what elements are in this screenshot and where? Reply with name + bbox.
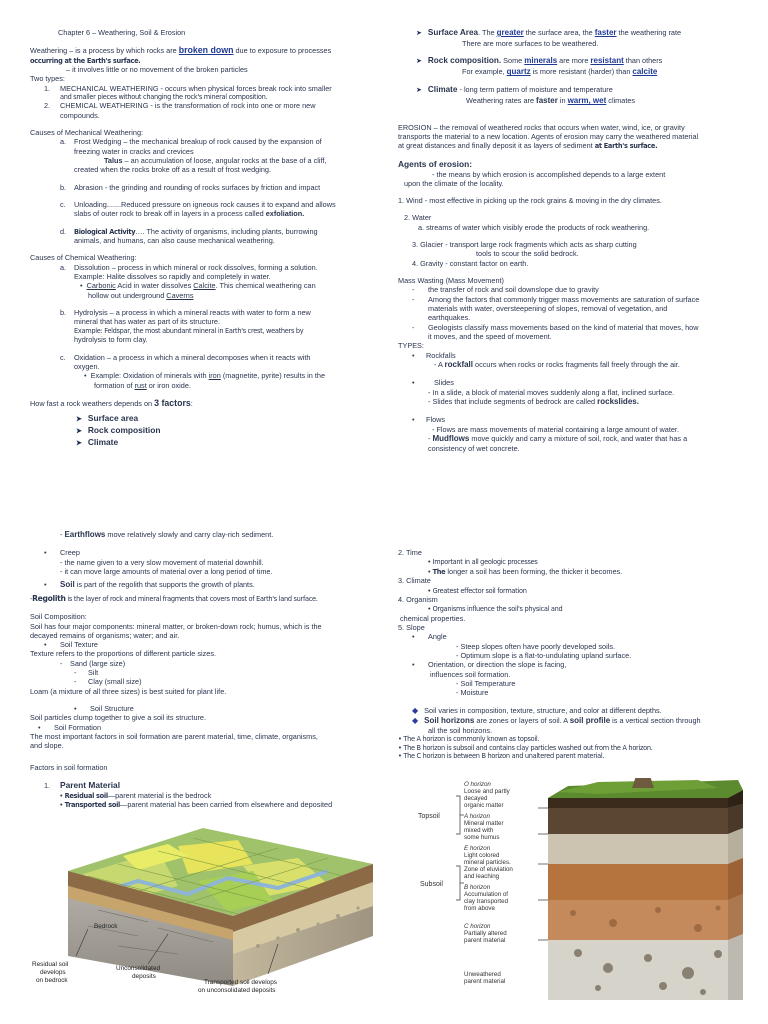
factors-heading: Factors in soil formation bbox=[30, 762, 108, 772]
soil-definition: • Soil is part of the regolith that supports the growth of plants. bbox=[44, 580, 255, 590]
factor-slope: 5. Slope bbox=[398, 623, 425, 633]
list-item: a. Frost Wedging – the mechanical breakup of rock caused by the expansion of bbox=[60, 137, 322, 147]
label-residual-1: Residual soil bbox=[32, 961, 69, 968]
label-bedrock: Bedrock bbox=[94, 923, 118, 930]
soil-composition-heading: Soil Composition: bbox=[30, 612, 87, 622]
svg-text:Accumulation of: Accumulation of bbox=[464, 891, 509, 898]
svg-text:Loose and partly: Loose and partly bbox=[464, 788, 510, 795]
label-residual-3: on bedrock bbox=[36, 977, 68, 984]
label-transported-1: Transported soil develops bbox=[204, 979, 277, 986]
list-item: 1. MECHANICAL WEATHERING - occurs when physical forces break rock into smaller bbox=[44, 83, 332, 93]
soil-horizons-item: ◆ Soil horizons are zones or layers of soil. A soil profile is a vertical section through bbox=[398, 716, 748, 726]
list-item: d. Biological Activity…. The activity of organisms, including plants, burrowing bbox=[60, 226, 318, 236]
factors-intro: How fast a rock weathers depends on 3 factors: bbox=[30, 397, 193, 408]
rock-composition-item: ➤ Rock composition. Some minerals are more resistant than others bbox=[398, 56, 748, 67]
b-horizon-title: B horizon bbox=[464, 884, 491, 891]
agent-wind: 1. Wind - most effective in picking up the rock grains & moving in the dry climates. bbox=[398, 196, 662, 206]
label-transported-2: on unconsolidated deposits bbox=[198, 987, 276, 994]
creep-item: • Creep bbox=[44, 548, 80, 558]
list-item: b. Abrasion - the grinding and rounding of rocks surfaces by friction and impact bbox=[60, 182, 321, 192]
svg-text:organic matter: organic matter bbox=[464, 802, 504, 809]
soil-varies-item: ◆ Soil varies in composition, texture, structure, and color at different depths. bbox=[398, 706, 748, 716]
climate-item: ➤ Climate - long term pattern of moisture and temperature bbox=[398, 85, 748, 96]
soil-profile-diagram bbox=[398, 778, 748, 1004]
svg-text:Zone of eluviation: Zone of eluviation bbox=[464, 866, 513, 873]
label-topsoil: Topsoil bbox=[418, 813, 440, 820]
unweathered-label: Unweathered bbox=[464, 971, 501, 978]
o-horizon-title: O horizon bbox=[464, 781, 491, 788]
label-unconsolidated-2: deposits bbox=[132, 973, 156, 980]
svg-text:mixed with: mixed with bbox=[464, 827, 494, 834]
list-item: 2. CHEMICAL WEATHERING - is the transformation of rock into one or more new bbox=[44, 101, 316, 111]
list-item: b. Hydrolysis – a process in which a mineral reacts with water to form a new bbox=[60, 308, 311, 318]
svg-text:parent material: parent material bbox=[464, 978, 506, 985]
list-item: a. Dissolution – process in which mineral or rock dissolves, forming a solution. bbox=[60, 262, 318, 272]
agent-gravity: 4. Gravity - constant factor on earth. bbox=[412, 258, 529, 268]
svg-text:and leaching: and leaching bbox=[464, 873, 500, 880]
earthflows-item: - Earthflows move relatively slowly and carry clay-rich sediment. bbox=[60, 530, 274, 539]
quadrant-bottom-right: 2. Time • Important in all geologic processes • The longer a soil has been forming, the thicker it becomes. 3. Climate • Greatest effector soil formation 4. Organism • Organisms influence the soil's physical and chemical properties. 5. Slope • Angle - Steep slopes often have poorly developed soils. - Optimum slope is a flat-to-undulating upland surface. • Orientation, or direction the slope is facing, influences soil formation. - Soil Temperature - Moisture ◆ Soil varies in composition, texture, structure, and color at different depths. ◆ Soil horizons are zones or layers of soil. A soil profile is a vertical section through all the soil horizons. • The A horizon is commonly known as topsoil. • The B horizon is subsoil and contains clay particles washed out from the A horizon. • The C horizon is between B horizon and unaltered parent material. bbox=[398, 548, 748, 761]
quadrant-bottom-left: - Earthflows move relatively slowly and carry clay-rich sediment. • Creep - the name given to a very slow movement of material downhill. - it can move large amounts of material over a long period of time. • Soil is part of the regolith that supports the growth of plants. -Regolith is the layer of rock and mineral fragments that covers most of Earth's land surface. Soil Composition: Soil has four major components: mineral matter, or broken-down rock; humus, which is the decayed remains of organisms; water; and air. • Soil Texture Texture refers to the proportions of different particle sizes. - Sand (large size) - Silt - Clay (small size) Loam (a mixture of all three sizes) is best suited for plant life. • Soil Structure Soil particles clump together to give a soil its structure. • Soil Formation The most important factors in soil formation are parent material, time, climate, organisms, and slope. Factors in soil formation 1. Parent Material • Residual soil—parent material is the bedrock • Transported soil—parent material has been carried from elsewhere and deposited bbox=[30, 530, 380, 810]
surface-area-item: ➤ Surface Area. The greater the surface area, the faster the weathering rate bbox=[398, 28, 748, 39]
label-unconsolidated-1: Unconsolidated bbox=[116, 965, 161, 972]
factor-item: ➤ Climate bbox=[30, 437, 380, 449]
svg-text:mineral particles.: mineral particles. bbox=[464, 859, 511, 866]
factor-organism: 4. Organism bbox=[398, 594, 438, 604]
svg-text:Mineral matter: Mineral matter bbox=[464, 820, 504, 827]
list-item: c. Unloading.......Reduced pressure on igneous rock causes it to expand and allows bbox=[60, 200, 336, 210]
e-horizon-title: E horizon bbox=[464, 845, 491, 852]
svg-text:decayed: decayed bbox=[464, 795, 488, 802]
section-heading: Causes of Chemical Weathering: bbox=[30, 253, 137, 263]
factor-item: ➤ Rock composition bbox=[30, 425, 380, 437]
svg-text:parent material: parent material bbox=[464, 937, 506, 944]
section-heading: Causes of Mechanical Weathering: bbox=[30, 128, 144, 138]
svg-text:from above: from above bbox=[464, 905, 495, 912]
factor-item: ➤ Surface area bbox=[30, 413, 380, 425]
a-horizon-title: A horizon bbox=[464, 813, 490, 820]
agents-heading: Agents of erosion: bbox=[398, 158, 472, 169]
factor-time: 2. Time bbox=[398, 548, 422, 557]
label-residual-2: develops bbox=[40, 969, 66, 976]
svg-text:Partially altered: Partially altered bbox=[464, 930, 507, 937]
soil-landscape-diagram bbox=[28, 826, 388, 1004]
label-subsoil: Subsoil bbox=[420, 881, 443, 888]
c-horizon-title: C horizon bbox=[464, 923, 491, 930]
quadrant-top-left: Chapter 6 – Weathering, Soil & Erosion Weathering – is a process by which rocks are broken down due to exposure to processes occurring at the Earth's surface. – it involves little or no movement of the broken particles Two types: 1. MECHANICAL WEATHERING - occurs when physical forces break rock into smaller and smaller pieces without changing the rock's mineral composition. 2. CHEMICAL WEATHERING - is the transformation of rock into one or more new compounds. Causes of Mechanical Weathering: a. Frost Wedging – the mechanical breakup of rock caused by the expansion of freezing water in cracks and crevices Talus – an accumulation of loose, angular rocks at the base of a cliff, created when the rocks broke off as a result of frost wedging. b. Abrasion - the grinding and rounding of rocks surfaces by friction and impact c. Unloading.......Reduced pressure on igneous rock causes it to expand and allows slabs of outer rock to break off in layers in a process called exfoliation. d. Biological Activity…. The activity of organisms, including plants, burrowing animals, and humans, can also cause mechanical weathering. Causes of Chemical Weathering: a. Dissolution – process in which mineral or rock dissolves, forming a solution. Example: Halite dissolves so rapidly and completely in water. • Carbonic Acid in water dissolves Calcite. This chemical weathering can hollow out underground Caverns b. Hydrolysis – a process in which a mineral reacts with water to form a new mineral that has water as part of its structure. Example: Feldspar, the most abundant mineral in Earth's crest, weathers by hydrolysis to form clay. c. Oxidation – a process in which a mineral decomposes when it reacts with oxygen. • Example: Oxidation of minerals with iron (magnetite, pyrite) results in the formation of rust or iron oxide. How fast a rock weathers depends on 3 factors: ➤ Surface area ➤ Rock composition ➤ Climate bbox=[30, 28, 380, 449]
agent-water: 2. Water bbox=[404, 213, 432, 223]
list-item: c. Oxidation – a process in which a mineral decomposes when it reacts with bbox=[60, 352, 311, 362]
svg-text:clay transported: clay transported bbox=[464, 898, 509, 905]
svg-text:Light colored: Light colored bbox=[464, 852, 500, 859]
mass-wasting-heading: Mass Wasting (Mass Movement) bbox=[398, 276, 504, 286]
quadrant-top-right: ➤ Surface Area. The greater the surface area, the faster the weathering rate There are more surfaces to be weathered. ➤ Rock composition. Some minerals are more resistant than others For example, quartz is more resistant (harder) than calcite ➤ Climate - long term pattern of moisture and temperature Weathering rates are faster in warm, wet climates EROSION – the removal of weathered rocks that occurs when water, wind, ice, or gravity transports the material to a new location. Agents of erosion may carry the weathered material at great distances and finally deposit it as layers of sediment at Earth's surface. Agents of erosion: - the means by which erosion is accomplished depends to a large extent upon the climate of the locality. 1. Wind - most effective in picking up the rock grains & moving in the dry climates. 2. Water a. streams of water which visibly erode the products of rock weathering. 3. Glacier - transport large rock fragments which acts as sharp cutting tools to scour the solid bedrock. 4. Gravity - constant factor on earth. Mass Wasting (Mass Movement) - the transfer of rock and soil downslope due to gravity - Among the factors that commonly trigger mass movements are saturation of surface materials with water, oversteepening of slopes, removal of vegetation, and earthquakes. - Geologists classify mass movements based on the kind of material that moves, how it moves, and the speed of movement. TYPES: • Rockfalls - A rockfall occurs when rocks or rocks fragments fall freely through the air. • Slides - In a slide, a block of material moves suddenly along a flat, inclined surface. - Slides that include segments of bedrock are called rockslides. • Flows - Flows are mass movements of material containing a large amount of water. - Mudflows move quickly and carry a mixture of soil, rock, and water that has a consistency of wet concrete. bbox=[398, 28, 748, 453]
factor-climate: 3. Climate bbox=[398, 576, 431, 586]
erosion-definition: EROSION – the removal of weathered rocks that occurs when water, wind, ice, or gravity bbox=[398, 122, 685, 132]
chapter-title: Chapter 6 – Weathering, Soil & Erosion bbox=[58, 28, 186, 37]
svg-text:some humus: some humus bbox=[464, 834, 500, 841]
regolith-definition: -Regolith is the layer of rock and mineral fragments that covers most of Earth's land surface. bbox=[30, 594, 318, 604]
weathering-definition: Weathering – is a process by which rocks are broken down due to exposure to processes bbox=[30, 45, 332, 56]
agent-glacier: 3. Glacier - transport large rock fragments which acts as sharp cutting bbox=[412, 240, 637, 250]
